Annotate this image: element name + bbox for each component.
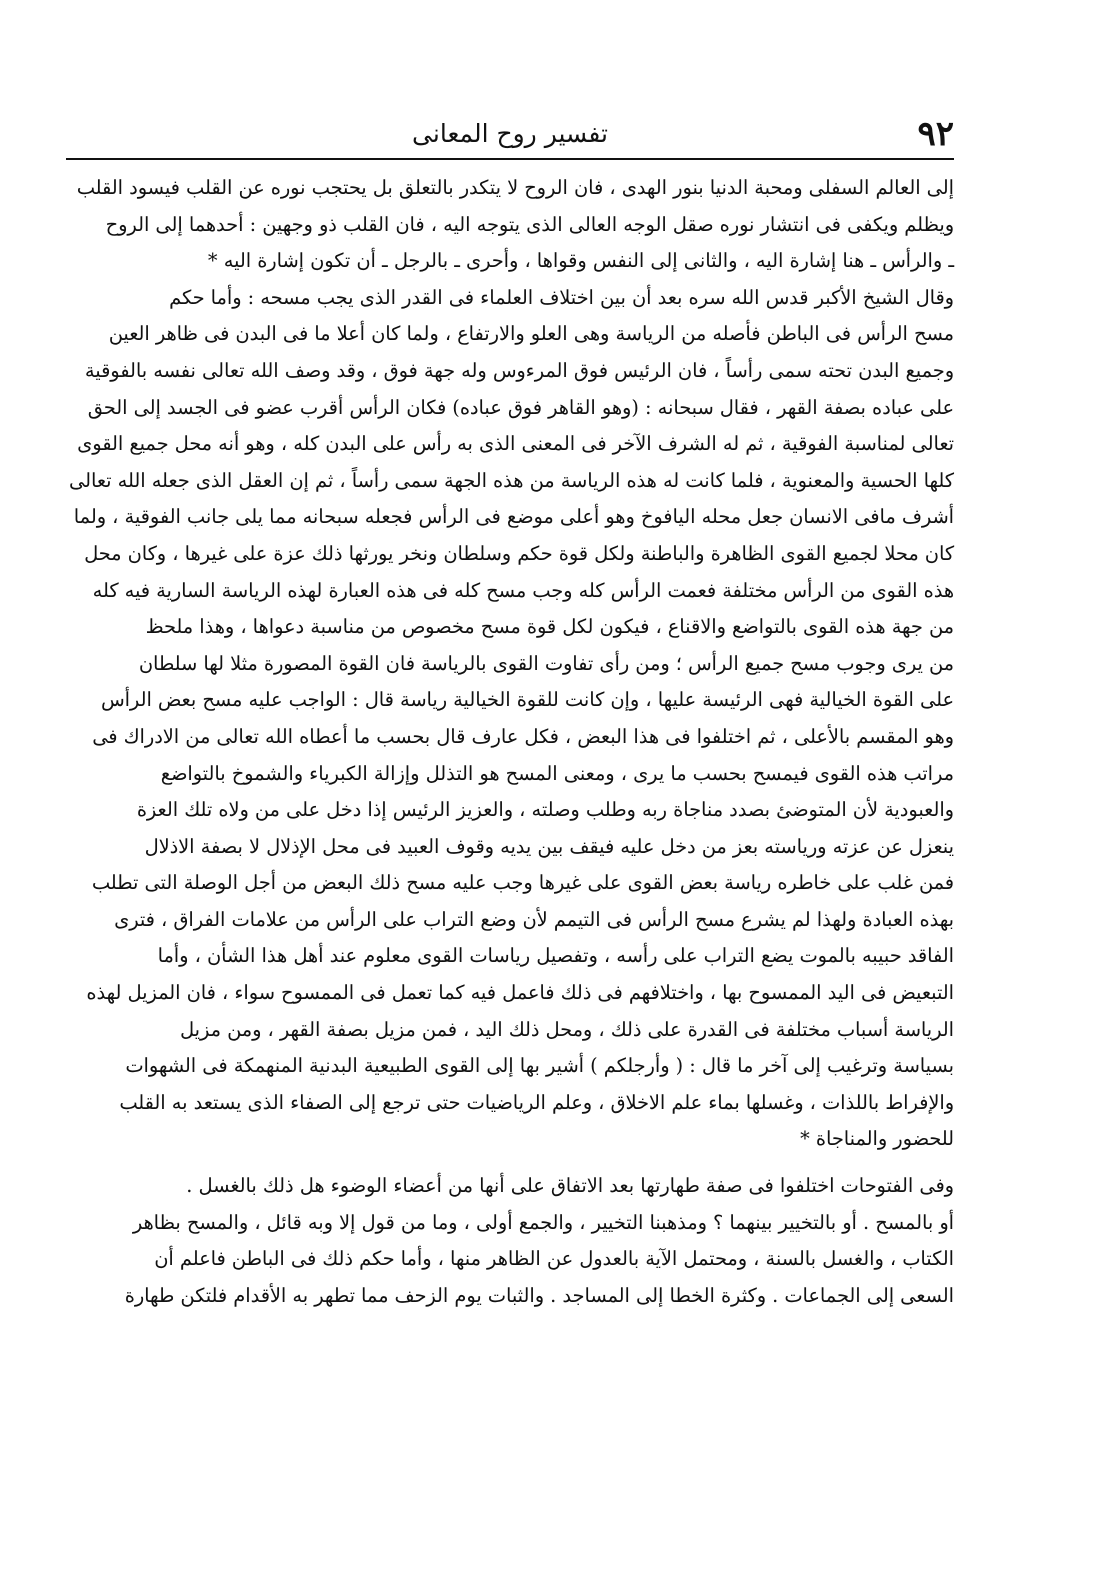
text-line: والعبودية لأن المتوضئ بصدد مناجاة ربه وطلب وصلته ، والعزيز الرئيس إذا دخل على من ولاه تلك العزة xyxy=(136,798,954,822)
text-line: مسح الرأس فى الباطن فأصله من الرياسة وهى العلو والارتفاع ، ولما كان أعلا ما فى البدن فى ظاهر العين xyxy=(108,322,954,346)
paragraph-3 xyxy=(66,1168,954,1314)
text-line: على عباده بصفة القهر ، فقال سبحانه : (وهو القاهر فوق عباده) فكان الرأس أقرب عضو فى الجسد إلى الحق xyxy=(87,395,954,419)
text-line: أو بالمسح . أو بالتخيير بينهما ؟ ومذهبنا التخيير ، والجمع أولى ، وما من قول إلا وبه قائل ، والمسح بظاهر xyxy=(132,1210,954,1234)
text-line: تعالى لمناسبة الفوقية ، ثم له الشرف الآخر فى المعنى الذى به رأس على البدن كله ، وهو أنه محل جميع القوى xyxy=(77,432,954,456)
text-line: الكتاب ، والغسل بالسنة ، ومحتمل الآية بالعدول عن الظاهر منها ، وأما حكم ذلك فى الباطن فاعلم أن xyxy=(154,1247,954,1271)
text-line: إلى العالم السفلى ومحبة الدنيا بنور الهدى ، فان الروح لا يتكدر بالتعلق بل يحتجب نوره عن القلب فيسود القلب xyxy=(76,176,954,199)
paragraph-2 xyxy=(66,280,954,1158)
text-line: الفاقد حبيبه بالموت يضع التراب على رأسه ، وتفصيل رياسات القوى معلوم عند أهل هذا الشأن ، وأما xyxy=(157,944,954,968)
page-number: ٩٢ xyxy=(917,114,954,154)
text-line: بهذه العبادة ولهذا لم يشرع مسح الرأس فى التيمم لأن وضع التراب على الرأس من علامات الفراق ، فترى xyxy=(114,907,954,931)
text-line: من يرى وجوب مسح جميع الرأس ؛ ومن رأى تفاوت القوى بالرياسة فان القوة المصورة مثلا لها سلطان xyxy=(138,651,954,675)
text-line: ويظلم ويكفى فى انتشار نوره صقل الوجه العالى الذى يتوجه اليه ، فان القلب ذو وجهين : أحدهما إلى الروح xyxy=(105,212,954,236)
text-line: ـ والرأس ـ هنا إشارة اليه ، والثانى إلى النفس وقواها ، وأحرى ـ بالرجل ـ أن تكون إشارة اليه * xyxy=(207,249,954,273)
text-line: ينعزل عن عزته ورياسته بعز من دخل عليه فيقف بين يديه وقوف العبيد فى محل الإذلال لا بصفة الاذلال xyxy=(144,834,954,858)
text-line: وجميع البدن تحته سمى رأساً ، فان الرئيس فوق المرءوس وله جهة فوق ، وقد وصف الله تعالى نفسه بالفوقية xyxy=(84,358,954,382)
text-line: وقال الشيخ الأكبر قدس الله سره بعد أن بين اختلاف العلماء فى القدر الذى يجب مسحه : وأما حكم xyxy=(169,285,954,309)
text-line: بسياسة وترغيب إلى آخر ما قال : ( وأرجلكم ) أشير بها إلى القوى الطبيعية البدنية المنهمكة فى الشهوات xyxy=(125,1054,954,1078)
text-line: وفى الفتوحات اختلفوا فى صفة طهارتها بعد الاتفاق على أنها من أعضاء الوضوء هل ذلك بالغسل . xyxy=(186,1174,954,1198)
text-line: على القوة الخيالية فهى الرئيسة عليها ، وإن كانت للقوة الخيالية رياسة قال : الواجب عليه مسح بعض الرأس xyxy=(101,688,954,712)
text-line: من جهة هذه القوى بالتواضع والاقناع ، فيكون لكل قوة مسح مخصوص من مناسبة دعواها ، وهذا ملحظ xyxy=(145,615,954,639)
text-line: هذه القوى من الرأس مختلفة فعمت الرأس كله وجب مسح كله فى هذه العبارة لهذه الرياسة السارية فيه كله xyxy=(92,578,954,602)
text-line: فمن غلب على خاطره رياسة بعض القوى على غيرها وجب عليه مسح ذلك البعض من أجل الوصلة التى تطلب xyxy=(91,871,954,895)
page-header xyxy=(66,110,954,158)
text-line: وهو المقسم بالأعلى ، ثم اختلفوا فى هذا البعض ، فكل عارف قال بحسب ما أعطاه الله تعالى من الادراك فى xyxy=(92,724,954,748)
text-line: مراتب هذه القوى فيمسح بحسب ما يرى ، ومعنى المسح هو التذلل وإزالة الكبرياء والشموخ بالتواضع xyxy=(160,761,954,785)
text-line: والإفراط باللذات ، وغسلها بماء علم الاخلاق ، وعلم الرياضيات حتى ترجع إلى الصفاء الذى يستعد به القلب xyxy=(119,1090,954,1114)
header-rule xyxy=(66,158,954,160)
body-text xyxy=(66,170,954,1314)
text-line: كان محلا لجميع القوى الظاهرة والباطنة ولكل قوة حكم وسلطان ونخر يورثها ذلك عزة على غيرها ، وكان محل xyxy=(84,541,954,565)
text-line: للحضور والمناجاة * xyxy=(800,1127,954,1151)
text-line: السعى إلى الجماعات . وكثرة الخطا إلى المساجد . والثبات يوم الزحف مما تطهر به الأقدام فلتكن طهارة xyxy=(124,1283,954,1307)
running-title: تفسير روح المعانى xyxy=(412,119,608,148)
paragraph-gap xyxy=(66,1158,954,1168)
text-line: كلها الحسية والمعنوية ، فلما كانت له هذه الرياسة من هذه الجهة سمى رأساً ، ثم إن العقل الذى جعله الله تعالى xyxy=(69,468,954,492)
text-line: أشرف مافى الانسان جعل محله اليافوخ وهو أعلى موضع فى الرأس فجعله سبحانه مما يلى جانب الفوقية ، ولما xyxy=(73,505,954,529)
text-line: الرياسة أسباب مختلفة فى القدرة على ذلك ، ومحل ذلك اليد ، فمن مزيل بصفة القهر ، ومن مزيل xyxy=(180,1017,954,1041)
text-line: التبعيض فى اليد الممسوح بها ، واختلافهم فى ذلك فاعمل فيه كما تعمل فى الممسوح سواء ، فان المزيل لهذه xyxy=(86,981,954,1005)
paragraph-1 xyxy=(66,170,954,280)
